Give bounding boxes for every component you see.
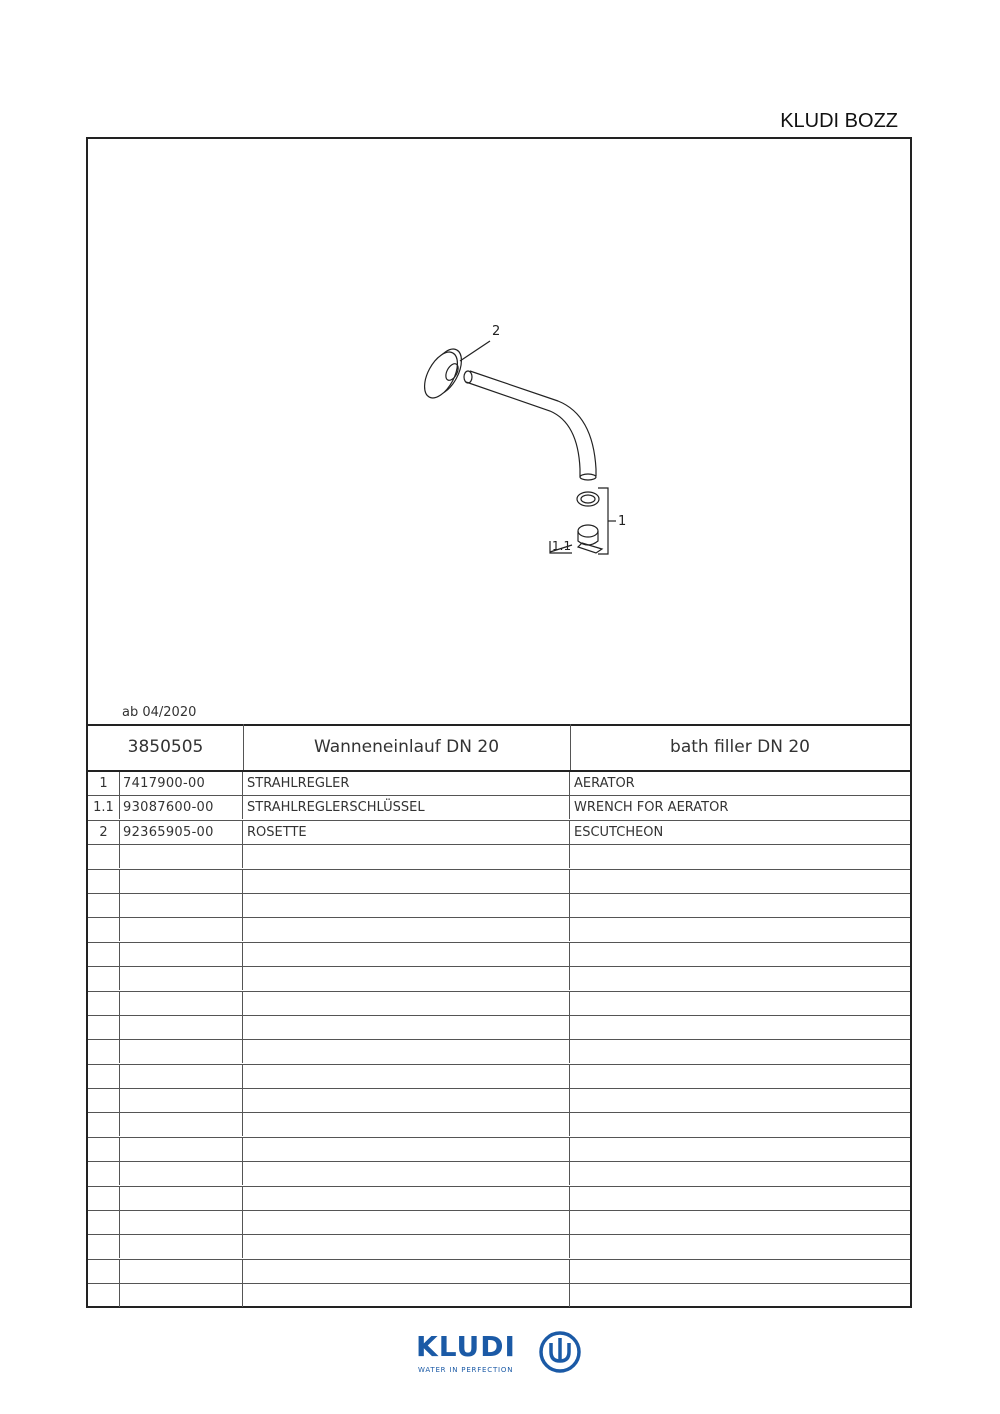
part-name-de [243,1016,570,1039]
part-number [120,845,243,868]
parts-row [88,1138,910,1162]
parts-row [88,943,910,967]
part-position [88,1138,120,1161]
parts-row [88,1187,910,1211]
part-position [88,845,120,868]
part-name-en [570,845,910,868]
part-number [120,1089,243,1112]
kludi-logo [416,1330,586,1378]
product-name-en: bath filler DN 20 [670,737,810,757]
part-number [120,1284,243,1307]
part-position [88,992,120,1015]
product-header-row [88,724,910,772]
part-name-de [243,1284,570,1307]
parts-row [88,821,910,845]
part-name-de [243,992,570,1015]
kludi-wave-mark-icon [538,1330,582,1374]
bath-filler-drawing [88,139,910,724]
spout-pipe-illustration [464,371,596,480]
parts-row [88,870,910,894]
parts-row [88,967,910,991]
part-name-en [570,918,910,941]
part-name-de [243,1235,570,1258]
parts-row [88,1089,910,1113]
aerator-illustration [577,492,602,553]
parts-list [88,772,910,1309]
part-position [88,1040,120,1063]
part-position [88,1016,120,1039]
part-position [88,918,120,941]
part-name-de [243,1040,570,1063]
parts-row [88,1016,910,1040]
callout-part-1-1: 1.1 [552,539,572,553]
parts-row [88,772,910,796]
part-number [120,918,243,941]
part-name-de [243,1211,570,1234]
callout-part-1: 1 [618,514,627,529]
part-name-de [243,918,570,941]
part-number [120,1113,243,1136]
parts-row [88,1260,910,1284]
escutcheon-illustration [418,344,468,403]
part-name-en: WRENCH FOR AERATOR [574,800,729,816]
part-name-en [570,1211,910,1234]
parts-row [88,845,910,869]
part-number [120,1138,243,1161]
part-number [120,967,243,990]
part-number [120,943,243,966]
part-name-en [570,1113,910,1136]
part-name-en [570,1284,910,1307]
part-position: 1.1 [88,796,120,819]
spare-parts-sheet [86,137,912,1308]
part-name-en [570,1089,910,1112]
part-name-en [570,1138,910,1161]
part-name-en [570,943,910,966]
part-name-de [243,1260,570,1283]
part-name-en [570,992,910,1015]
part-number [120,1187,243,1210]
part-name-en [570,1162,910,1185]
brand-wordmark: KLUDI [416,1330,516,1363]
part-position [88,1284,120,1307]
part-name-en: ESCUTCHEON [574,824,664,840]
parts-row [88,918,910,942]
part-number [120,1235,243,1258]
part-name-de [243,870,570,893]
part-number [120,1260,243,1283]
series-title: KLUDI BOZZ [780,110,898,132]
part-number [120,894,243,917]
part-name-en [570,967,910,990]
part-position [88,1211,120,1234]
part-name-en: AERATOR [574,776,635,791]
part-name-de [243,1113,570,1136]
parts-row [88,1284,910,1308]
part-position [88,1187,120,1210]
part-name-en [570,1040,910,1063]
brand-tagline: WATER IN PERFECTION [418,1366,514,1374]
part-name-en [570,1260,910,1283]
part-name-de [243,1089,570,1112]
part-name-en [570,870,910,893]
callout-part-2: 2 [492,324,501,339]
part-name-de [243,1065,570,1088]
part-name-en [570,1235,910,1258]
part-name-de [243,1138,570,1161]
part-position [88,1260,120,1283]
parts-row [88,1211,910,1235]
part-number: 7417900-00 [120,772,243,795]
part-number: 93087600-00 [120,796,243,819]
parts-row [88,796,910,820]
part-number [120,1211,243,1234]
part-position [88,1065,120,1088]
part-name-de: ROSETTE [243,821,570,844]
part-number: 92365905-00 [120,821,243,844]
part-number [120,1162,243,1185]
part-name-de: STRAHLREGLERSCHLÜSSEL [243,796,570,819]
parts-row [88,1235,910,1259]
valid-from-date: ab 04/2020 [122,705,197,720]
part-name-de [243,943,570,966]
parts-row [88,1040,910,1064]
part-number [120,1016,243,1039]
parts-row [88,1162,910,1186]
part-name-de [243,845,570,868]
parts-row [88,894,910,918]
part-name-de [243,1187,570,1210]
part-name-de [243,1162,570,1185]
part-number [120,870,243,893]
part-position [88,1235,120,1258]
part-number [120,1040,243,1063]
part-position [88,870,120,893]
part-number [120,992,243,1015]
product-article-number: 3850505 [88,724,244,770]
parts-row [88,1113,910,1137]
part-number [120,1065,243,1088]
part-name-en [570,1187,910,1210]
part-position: 2 [88,821,120,844]
part-name-en [570,1065,910,1088]
part-position [88,943,120,966]
part-name-de [243,967,570,990]
part-name-en [570,1016,910,1039]
part-position: 1 [88,772,120,795]
part-position [88,967,120,990]
parts-row [88,1065,910,1089]
part-name-en [570,894,910,917]
part-position [88,1113,120,1136]
part-name-de: STRAHLREGLER [243,772,570,795]
part-name-de [243,894,570,917]
part-position [88,1089,120,1112]
product-name-de: Wanneneinlauf DN 20 [243,724,571,770]
part-position [88,1162,120,1185]
part-position [88,894,120,917]
parts-row [88,992,910,1016]
exploded-drawing [88,139,910,726]
